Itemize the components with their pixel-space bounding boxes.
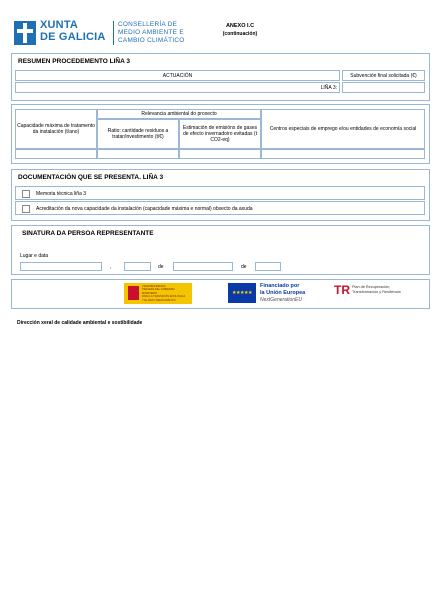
capacidade-header: Capacidade máxima de tratamento da instalación (t/ano)	[15, 109, 97, 149]
logo-text	[40, 20, 106, 43]
de-label-2: de	[241, 264, 247, 270]
annex-subtitle: (continuación)	[222, 31, 258, 37]
doc-item-memoria	[15, 186, 425, 200]
place-input[interactable]	[20, 262, 102, 271]
ministry-line1: VICEPRESIDENCIA	[142, 285, 166, 288]
prtr-line1: Plan de Recuperación,	[352, 285, 391, 289]
eu-line3: NextGenerationEU	[260, 297, 302, 303]
memoria-label: Memoria técnica liña 3	[36, 191, 87, 197]
relevancia-header: Relevancia ambiental do proxecto	[97, 109, 261, 119]
footer-directorate: Dirección xeral de calidade ambiental e sostibilidade	[17, 320, 143, 326]
eu-flag-icon: ★★★★★	[228, 283, 256, 303]
xunta-logo	[14, 19, 185, 46]
acreditacion-label: Acreditación da nova capacidade da instalación (capacidade máxima e normal) obxecto da axuda	[36, 206, 253, 212]
eu-funding-text	[260, 283, 305, 304]
ratio-input[interactable]	[97, 149, 179, 159]
memoria-checkbox[interactable]	[22, 190, 30, 198]
acreditacion-checkbox[interactable]	[22, 205, 30, 213]
ratio-header: Ratio: cantidade residuos a tratar/investimento (t/€)	[97, 119, 179, 149]
annex-heading	[190, 22, 290, 38]
linea-row	[15, 82, 340, 93]
prtr-logo	[334, 283, 424, 305]
ministry-line2: TERCERA DEL GOBIERNO	[142, 288, 175, 292]
prtr-text	[352, 285, 401, 294]
signature-section	[11, 225, 430, 275]
spain-coat-of-arms-icon	[128, 286, 139, 300]
centros-input[interactable]	[261, 149, 425, 159]
annex-title: ANEXO I.C	[225, 23, 255, 29]
ministry-line5: Y EL RETO DEMOGRÁFICO	[142, 298, 176, 302]
day-input[interactable]	[124, 262, 151, 271]
capacidade-input[interactable]	[15, 149, 97, 159]
logo-line1: XUNTA	[40, 19, 79, 31]
consellería-name	[118, 21, 185, 45]
galicia-cross-icon	[14, 21, 36, 45]
comma-separator: ,	[110, 264, 112, 270]
place-date-label: Lugar e data	[20, 253, 49, 259]
documentation-section	[11, 169, 430, 221]
month-input[interactable]	[173, 262, 233, 271]
eu-line2: la Unión Europea	[260, 290, 306, 296]
year-input[interactable]	[255, 262, 281, 271]
ministry-line4: PARA LA TRANSICIÓN ECOLÓGICA	[142, 295, 186, 299]
doc-item-acreditacion	[15, 201, 425, 215]
documentation-title: DOCUMENTACIÓN QUE SE PRESENTA. LIÑA 3	[18, 174, 164, 181]
signature-title: SINATURA DA PERSOA REPRESENTANTE	[22, 230, 154, 237]
logo-line2: DE GALICIA	[40, 30, 106, 43]
subvencion-input[interactable]	[342, 82, 425, 93]
eu-line1: Financiado por	[260, 283, 300, 289]
summary-title: RESUMEN PROCEDEMENTO LIÑA 3	[18, 58, 130, 65]
consellería-line1: CONSELLERÍA DE	[118, 21, 178, 28]
funding-logos-bar	[11, 279, 430, 309]
logo-separator	[113, 21, 114, 45]
tr-icon: TR	[334, 283, 350, 297]
actuacion-header: ACTUACIÓN	[15, 70, 340, 81]
linea-label: LIÑA 3:	[320, 84, 337, 91]
emisions-input[interactable]	[179, 149, 261, 159]
consellería-line2: MEDIO AMBIENTE E	[118, 29, 184, 36]
relevance-section	[11, 104, 430, 164]
consellería-line3: CAMBIO CLIMÁTICO	[118, 37, 185, 44]
prtr-line2: Transformación y Resiliencia	[352, 289, 401, 294]
emisions-header: Estimación de emisións de gases de efecto invernadoiro evitadas (t CO2-eq)	[179, 119, 261, 149]
gobierno-espana-logo	[124, 283, 192, 304]
centros-header: Centros especiais de emprego e/ou entidades de economía social	[261, 109, 425, 149]
subvencion-header: Subvención final solicitada (€)	[342, 70, 425, 81]
de-label-1: de	[158, 264, 164, 270]
summary-section	[11, 53, 430, 101]
ministry-line3: MINISTERIO	[142, 291, 158, 295]
ministry-text	[142, 285, 185, 302]
